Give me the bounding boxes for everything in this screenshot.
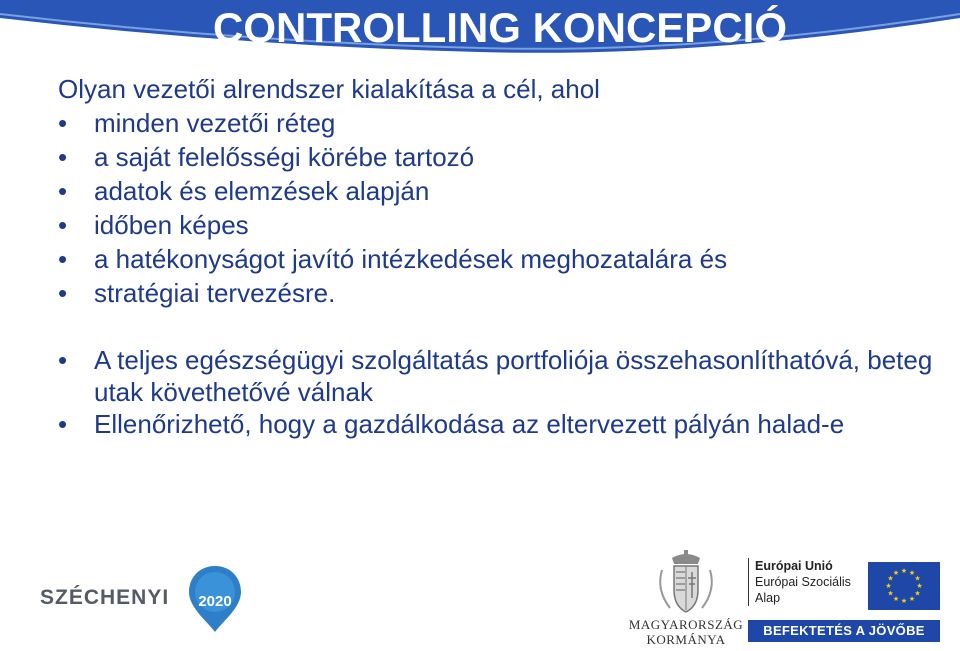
- svg-text:★: ★: [885, 582, 892, 590]
- szechenyi-2020-logo: [40, 578, 240, 638]
- svg-text:★: ★: [900, 597, 908, 605]
- svg-text:★: ★: [916, 582, 923, 590]
- svg-text:★: ★: [887, 589, 894, 598]
- slide-title: CONTROLLING KONCEPCIÓ: [213, 4, 787, 51]
- list-item: • a saját felelősségi körébe tartozó: [58, 140, 938, 174]
- eu-line1: Európai Unió: [755, 559, 833, 573]
- svg-text:★: ★: [914, 574, 921, 583]
- svg-text:★: ★: [908, 569, 916, 577]
- svg-text:★: ★: [887, 574, 894, 583]
- bullet-list-a: [58, 106, 938, 310]
- svg-text:★: ★: [892, 569, 900, 577]
- intro-text: Olyan vezetői alrendszer kialakítása a cél, ahol: [58, 74, 600, 104]
- list-item: • stratégiai tervezésre.: [58, 276, 938, 310]
- svg-text:★: ★: [892, 595, 900, 603]
- eu-text: [748, 558, 871, 606]
- list-item: • A teljes egészségügyi szolgáltatás portfoliója összehasonlíthatóvá, beteg utak követhetővé válnak: [58, 344, 938, 408]
- list-item: • a hatékonyságot javító intézkedések meghozatalára és: [58, 242, 938, 276]
- bullet-list-b: [58, 344, 938, 440]
- kormany-line2: KORMÁNYA: [646, 632, 726, 647]
- eu-line2: Európai Szociális: [755, 575, 851, 589]
- szechenyi-year: 2020: [198, 593, 232, 610]
- list-item: • időben képes: [58, 208, 938, 242]
- list-item: • Ellenőrizhető, hogy a gazdálkodása az eltervezett pályán halad-e: [58, 408, 938, 440]
- government-logo-text: [625, 617, 747, 647]
- kormany-line1: MAGYARORSZÁG: [628, 617, 744, 632]
- svg-text:★: ★: [908, 595, 916, 603]
- svg-text:★: ★: [914, 589, 921, 598]
- szechenyi-label: SZÉCHENYI: [40, 586, 170, 609]
- slide-body: [58, 72, 938, 440]
- list-item: • adatok és elemzések alapján: [58, 174, 938, 208]
- invest-banner: BEFEKTETÉS A JÖVŐBE: [748, 620, 940, 642]
- list-item: • minden vezetői réteg: [58, 106, 938, 140]
- eu-line3: Alap: [755, 591, 781, 605]
- coat-of-arms-icon: [648, 550, 724, 616]
- svg-text:★: ★: [900, 567, 908, 575]
- eu-flag-icon: [868, 562, 940, 610]
